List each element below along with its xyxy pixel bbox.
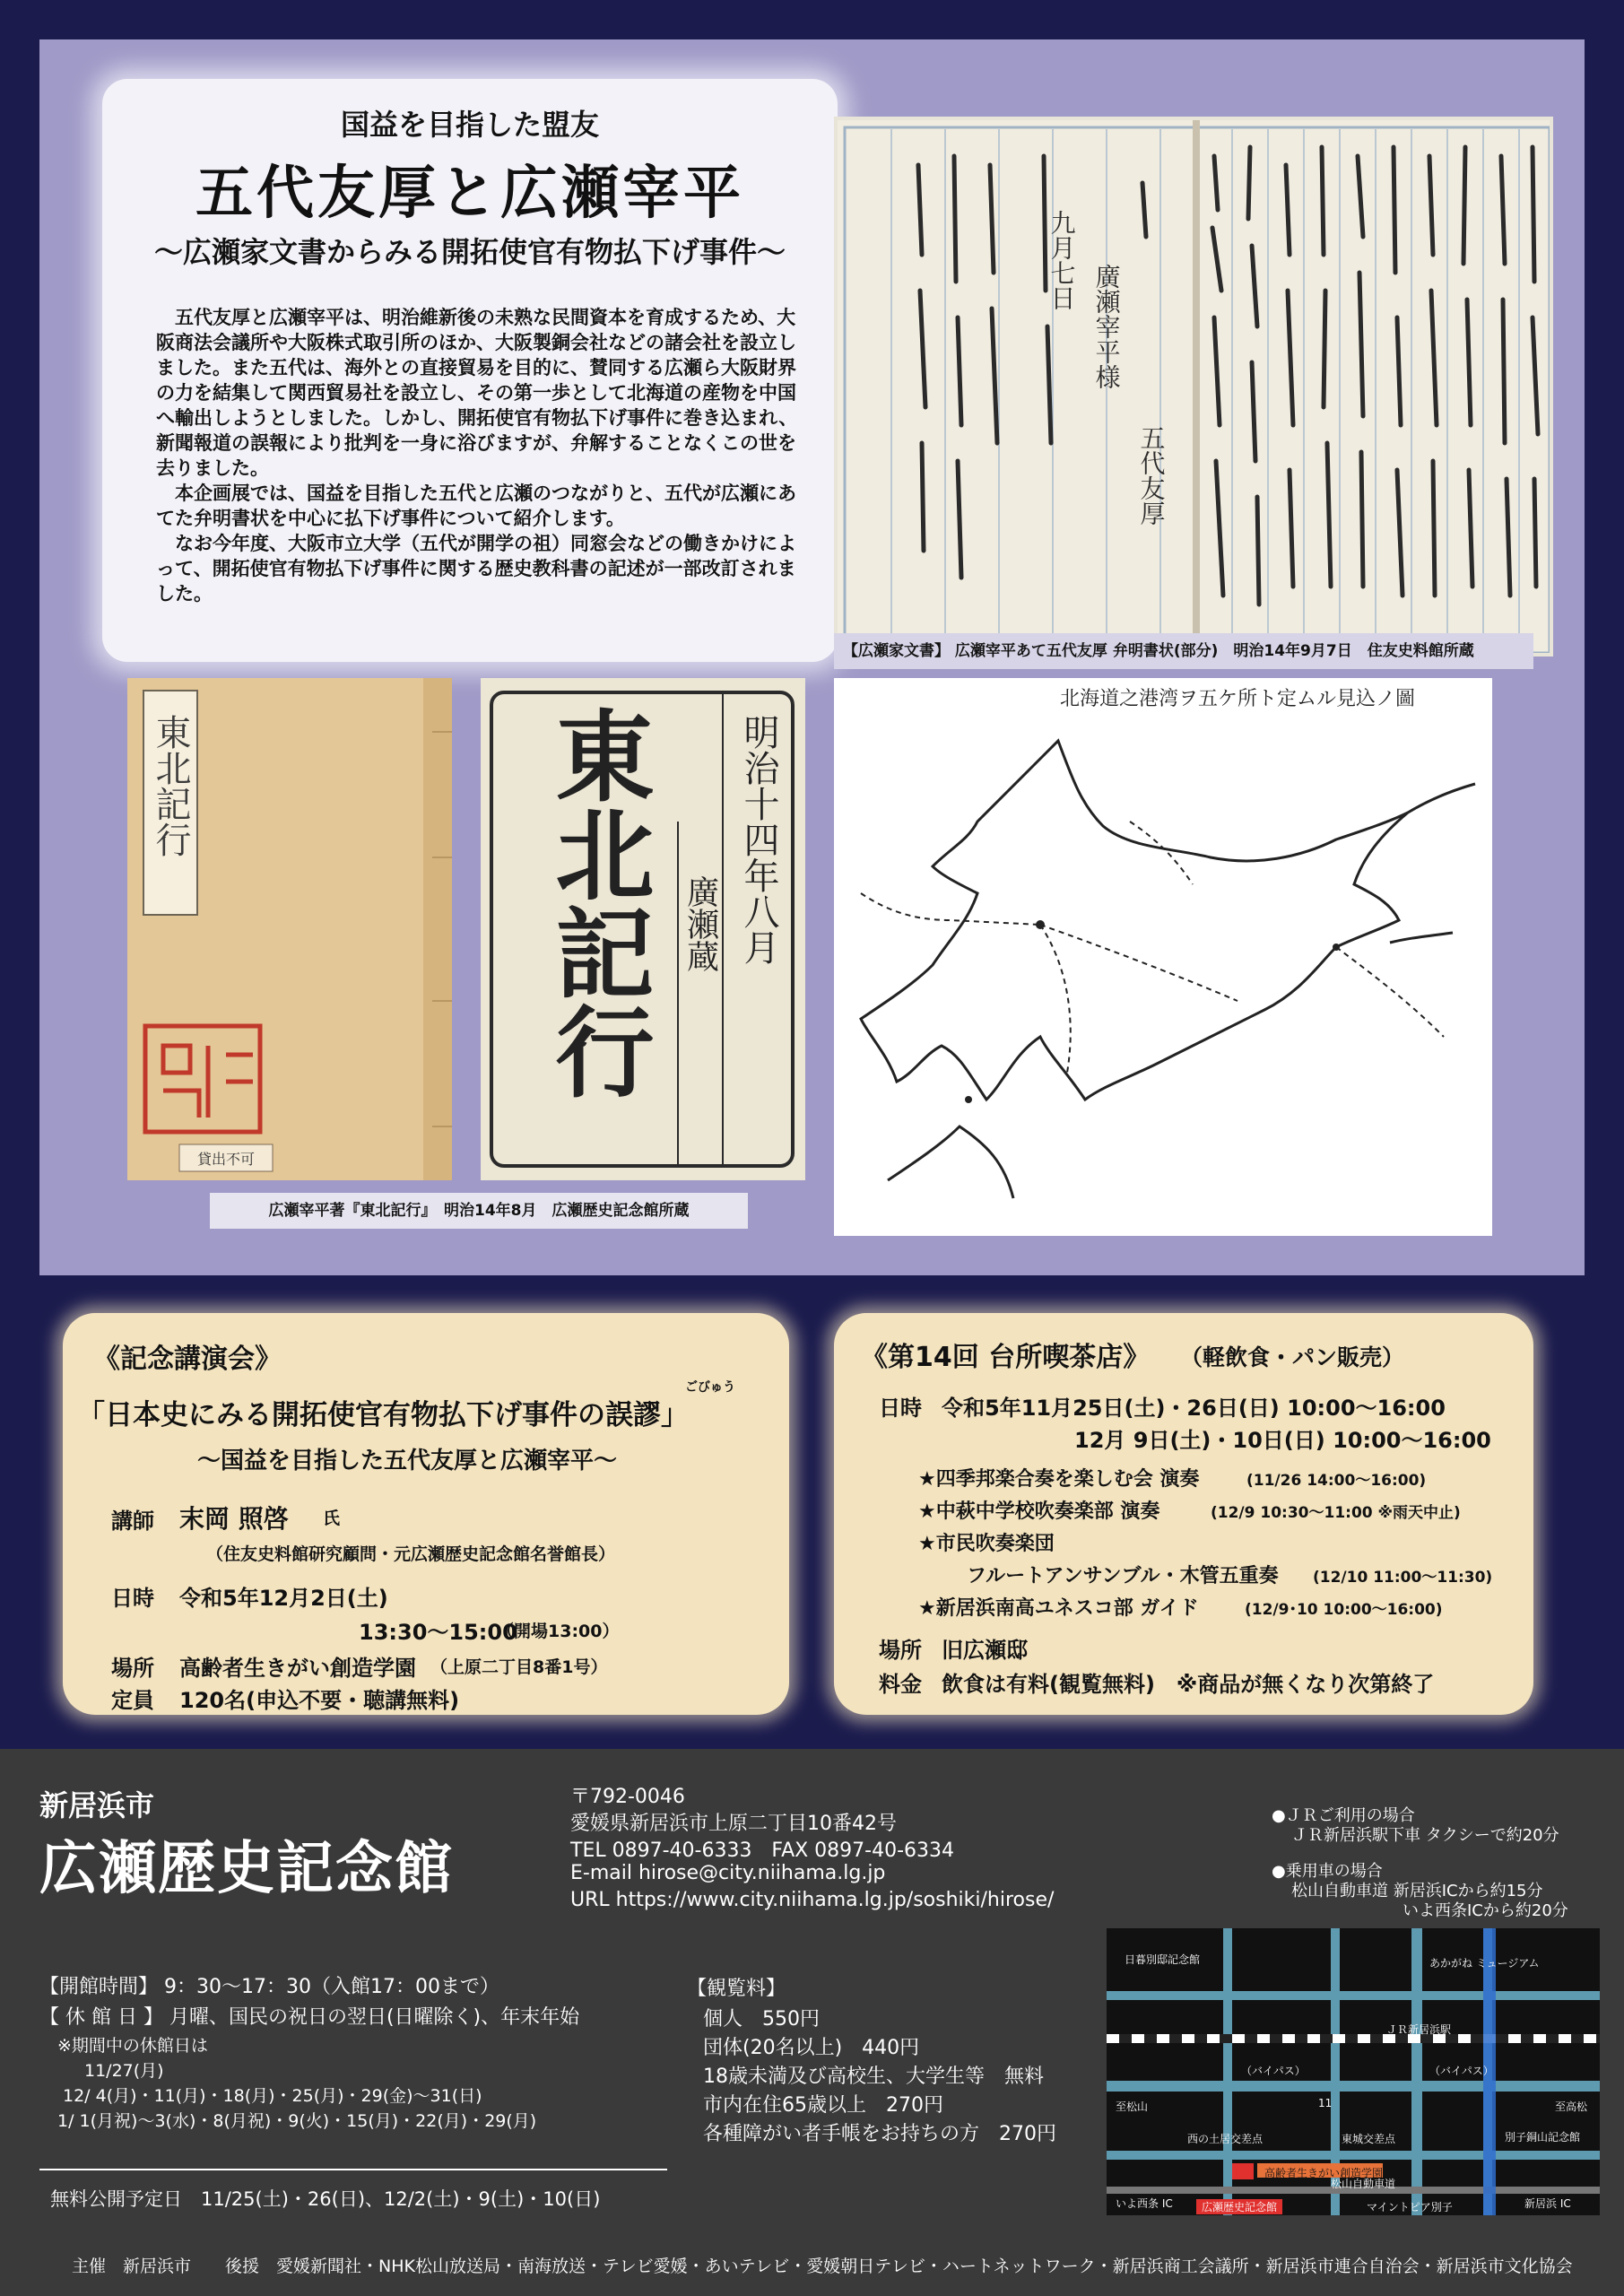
- opening-hours: 【開館時間】 9：30〜17：30（入館17：00まで）: [39, 1976, 499, 1998]
- map-road: [1411, 1928, 1422, 2215]
- cafe-event-note: (11/26 14:00〜16:00): [1246, 1472, 1427, 1490]
- map-label: 別子銅山記念館: [1505, 2131, 1581, 2144]
- cafe-event-item: ★四季邦楽合奏を楽しむ会 演奏: [918, 1468, 1200, 1491]
- book-caption: 広瀬宰平著『東北記行』 明治14年8月 広瀬歴史記念館所蔵: [210, 1193, 748, 1229]
- map-label: マイントピア別子: [1367, 2201, 1453, 2213]
- intro-paragraph: なお今年度、大阪市立大学（五代が開学の祖）同窓会などの働きかけによって、開拓使官有物払下げ事件に関する歴史教科書の記述が一部改訂されました。: [156, 532, 796, 604]
- postal-code: 〒792-0046: [570, 1786, 685, 1808]
- fee-item: 市内在住65歳以上 270円: [703, 2094, 943, 2117]
- intro-paragraph: 五代友厚と広瀬宰平は、明治維新後の未熟な民間資本を育成するため、大阪商法会議所や大阪株式取引所のほか、大阪製銅会社などの諸会社を設立しました。また五代は、海外との直接貿易を目的に、賛同する広瀬ら大阪財界の力を結集して関西貿易社を設立し、その第一歩として北海道の産物を中国へ輸出しようとしました。しかし、開拓使官有物払下げ事件に巻き込まれ、新聞報道の誤報により批判を一身に浴びますが、弁解することなくこの世を去りました。: [156, 306, 798, 479]
- phone-fax: TEL 0897-40-6333 FAX 0897-40-6334: [570, 1839, 955, 1862]
- map-label: 至松山: [1116, 2100, 1149, 2113]
- museum-marker: [1232, 2163, 1254, 2179]
- map-label: 西の土居交差点: [1187, 2133, 1264, 2145]
- lecture-subtitle: 〜国益を目指した五代友厚と広瀬宰平〜: [197, 1448, 618, 1474]
- hokkaido-map-illustration: [834, 678, 1492, 1236]
- closed-days-line: 1/ 1(月祝)〜3(水)・8(月祝)・9(火)・15(月)・22(月)・29(月): [57, 2111, 537, 2131]
- letter-illustration: [838, 120, 1553, 657]
- route-number: 11: [1318, 2097, 1333, 2109]
- museum-info-footer: [0, 1749, 1624, 2296]
- lecturer-label: 講師: [111, 1509, 154, 1534]
- fees-heading: 【観覧料】: [687, 1978, 786, 2000]
- book-page-date: 明治十四年八月: [738, 714, 779, 965]
- map-road: [1107, 2151, 1600, 2160]
- book-page-owner: 廣瀬蔵: [682, 875, 719, 972]
- cafe-event-item: フルートアンサンブル・木管五重奏: [967, 1565, 1279, 1587]
- map-label: あかがね ミュージアム: [1429, 1957, 1540, 1970]
- map-road: [1107, 1991, 1600, 2000]
- cafe-fee-label: 料金: [879, 1672, 922, 1697]
- closed-days-heading: ※期間中の休館日は: [57, 2036, 208, 2056]
- cafe-event-item: ★新居浜南高ユネスコ部 ガイド: [918, 1597, 1199, 1620]
- email: E-mail hirose@city.niihama.lg.jp: [570, 1862, 886, 1884]
- letter-photo: [834, 117, 1553, 657]
- intro-paragraph: 本企画展では、国益を目指した五代と広瀬のつながりと、五代が広瀬にあてた弁明書状を中心に払下げ事件について紹介します。: [156, 482, 796, 529]
- cafe-fee: 飲食は有料(観覧無料) ※商品が無くなり次第終了: [942, 1672, 1435, 1697]
- map-title: 北海道之港湾ヲ五ケ所ト定ムル見込ノ圖: [1059, 688, 1416, 710]
- map-label: ＪＲ新居浜駅: [1386, 2023, 1452, 2036]
- map-road: [1107, 2081, 1600, 2092]
- address: 愛媛県新居浜市上原二丁目10番42号: [570, 1813, 897, 1835]
- lecture-venue-label: 場所: [111, 1656, 154, 1681]
- closed-days: 【 休 館 日 】 月曜、国民の祝日の翌日(日曜除く)、年末年始: [39, 2006, 580, 2029]
- divider: [39, 2169, 667, 2170]
- book-page-title: 東北記行: [539, 705, 656, 1100]
- map-label: 至高松: [1555, 2100, 1588, 2113]
- cafe-date-line1: 令和5年11月25日(土)・26日(日) 10:00〜16:00: [942, 1396, 1446, 1421]
- lecture-time: 13:30〜15:00: [359, 1620, 517, 1645]
- lecture-heading: 《記念講演会》: [93, 1344, 282, 1375]
- cafe-event-note: (12/9 10:30〜11:00 ※雨天中止): [1211, 1504, 1461, 1522]
- access-train-heading: ●ＪＲご利用の場合: [1272, 1806, 1415, 1825]
- cafe-heading: 《第14回 台所喫茶店》: [861, 1342, 1151, 1373]
- cafe-heading-suffix: （軽飲食・パン販売）: [1180, 1344, 1405, 1370]
- fee-item: 個人 550円: [703, 2008, 820, 2031]
- exhibition-subtitle: 〜広瀬家文書からみる開拓使官有物払下げ事件〜: [153, 235, 786, 269]
- lecturer-name: 末岡 照啓: [179, 1504, 289, 1534]
- lecture-date-label: 日時: [111, 1586, 154, 1611]
- access-car-heading: ●乗用車の場合: [1272, 1862, 1383, 1881]
- letter-recipient: 廣瀬宰平様: [1091, 264, 1122, 389]
- map-label: 日暮別邸記念館: [1125, 1953, 1201, 1966]
- letter-sender: 五代友厚: [1136, 425, 1167, 526]
- book-title-page-photo: [481, 678, 805, 1180]
- fee-item: 18歳未満及び高校生、大学生等 無料: [703, 2066, 1044, 2088]
- closed-days-line: 12/ 4(月)・11(月)・18(月)・25(月)・29(金)〜31(日): [63, 2086, 482, 2106]
- free-days: 無料公開予定日 11/25(土)・26(日)、12/2(土)・9(土)・10(日): [50, 2188, 601, 2210]
- access-car-1: 松山自動車道 新居浜ICから約15分: [1291, 1882, 1543, 1900]
- cafe-event-note: (12/9･10 10:00〜16:00): [1245, 1601, 1443, 1619]
- lecture-venue-address: （上原二丁目8番1号）: [430, 1657, 608, 1677]
- cafe-place-label: 場所: [879, 1638, 922, 1663]
- lecture-title: 「日本史にみる開拓使官有物払下げ事件の誤謬」: [77, 1399, 689, 1431]
- book-title-illustration: [481, 678, 805, 1180]
- map-label: （バイパス）: [1241, 2065, 1306, 2077]
- cafe-event-item: ★市民吹奏楽団: [918, 1533, 1055, 1555]
- intro-card: [102, 79, 838, 662]
- fee-item: 団体(20名以上) 440円: [703, 2037, 920, 2059]
- cafe-date-line2: 12月 9日(土)・10日(日) 10:00〜16:00: [1074, 1428, 1491, 1453]
- sponsors-credits: 主催 新居浜市 後援 愛媛新聞社・NHK松山放送局・南海放送・テレビ愛媛・あいテレビ・愛媛朝日テレビ・ハートネットワーク・新居浜商工会議所・新居浜市連合自治会・新居浜市文化協会: [72, 2257, 1573, 2276]
- book-cover-illustration: [127, 678, 452, 1180]
- lecturer-affiliation: （住友史料館研究顧問・元広瀬歴史記念館名誉館長）: [206, 1544, 616, 1564]
- lecture-title-ruby: ごびゅう: [685, 1380, 735, 1395]
- map-label: 広瀬歴史記念館: [1196, 2199, 1282, 2214]
- map-label: 東城交差点: [1342, 2133, 1396, 2145]
- map-label: いよ西条 IC: [1116, 2197, 1173, 2210]
- museum-name: 広瀬歴史記念館: [39, 1835, 454, 1902]
- exhibition-panel: [39, 39, 1585, 1275]
- map-label: 新居浜 IC: [1524, 2197, 1571, 2210]
- lecture-date: 令和5年12月2日(土): [179, 1586, 388, 1611]
- lecture-venue: 高齢者生きがい創造学園: [179, 1656, 416, 1681]
- map-railway: [1107, 2034, 1600, 2043]
- access-car-2: いよ西条ICから約20分: [1403, 1901, 1568, 1920]
- cafe-event-item: ★中萩中学校吹奏楽部 演奏: [918, 1500, 1160, 1523]
- fee-item: 各種障がい者手帳をお持ちの方 270円: [703, 2123, 1056, 2145]
- lecture-doors-open: （開場13:00）: [497, 1622, 620, 1641]
- map-road: [1223, 1928, 1232, 2215]
- access-train: ＪＲ新居浜駅下車 タクシーで約20分: [1291, 1826, 1559, 1845]
- lecture-capacity-label: 定員: [111, 1688, 154, 1713]
- intro-kicker: 国益を目指した盟友: [340, 108, 599, 142]
- map-label: （バイパス）: [1429, 2065, 1494, 2077]
- closed-days-line: 11/27(月): [84, 2061, 164, 2081]
- hokkaido-map: [834, 678, 1492, 1236]
- lecture-card: [63, 1313, 789, 1715]
- letter-date: 九月七日: [1046, 210, 1077, 310]
- book-cover-photo: [127, 678, 452, 1180]
- cafe-card: [834, 1313, 1533, 1715]
- map-label: 松山自動車道: [1331, 2178, 1396, 2190]
- lecturer-honorific: 氏: [323, 1509, 341, 1528]
- book-seal-text: 貸出不可: [196, 1151, 256, 1168]
- map-label: 高齢者生きがい創造学園: [1264, 2167, 1384, 2179]
- letter-caption: 【広瀬家文書】 広瀬宰平あて五代友厚 弁明書状(部分) 明治14年9月7日 住友史料館所蔵: [834, 633, 1533, 669]
- cafe-event-note: (12/10 11:00〜11:30): [1313, 1569, 1493, 1587]
- city-name: 新居浜市: [39, 1788, 155, 1822]
- access-map: [1107, 1928, 1600, 2215]
- website-url: URL https://www.city.niihama.lg.jp/soshiki/hirose/: [570, 1889, 1055, 1911]
- exhibition-title: 五代友厚と広瀬宰平: [195, 160, 744, 227]
- cafe-date-label: 日時: [879, 1396, 922, 1421]
- lecture-capacity: 120名(申込不要・聴講無料): [179, 1688, 460, 1713]
- cafe-place: 旧広瀬邸: [942, 1638, 1028, 1663]
- book-cover-title: 東北記行: [150, 714, 191, 857]
- intro-body: [156, 305, 802, 606]
